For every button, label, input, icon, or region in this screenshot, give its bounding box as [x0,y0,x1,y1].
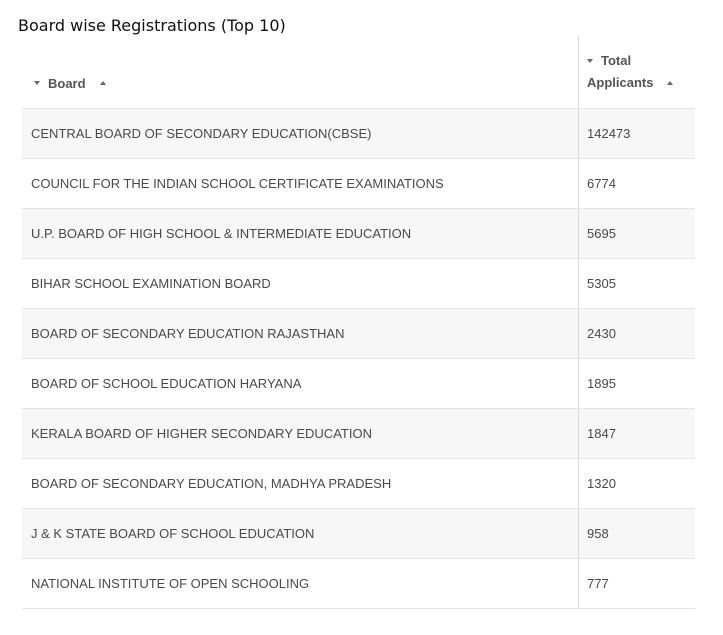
table-row [22,159,695,209]
board-cell: CENTRAL BOARD OF SECONDARY EDUCATION(CBSE) [31,126,372,141]
total-cell: 1847 [578,409,695,458]
total-cell: 777 [578,559,695,608]
table-row [22,409,695,459]
total-cell: 5305 [578,259,695,308]
total-applicants-column-header[interactable] [578,36,695,108]
board-cell: BOARD OF SECONDARY EDUCATION RAJASTHAN [31,326,345,341]
sort-descending-icon[interactable] [587,59,593,63]
board-cell: U.P. BOARD OF HIGH SCHOOL & INTERMEDIATE EDUCATION [31,226,412,241]
registrations-table [22,36,695,609]
total-cell: 1320 [578,459,695,508]
board-cell: BIHAR SCHOOL EXAMINATION BOARD [31,276,271,291]
board-cell: BOARD OF SECONDARY EDUCATION, MADHYA PRADESH [31,476,392,491]
total-cell: 6774 [578,159,695,208]
board-cell: BOARD OF SCHOOL EDUCATION HARYANA [31,376,302,391]
table-row [22,259,695,309]
board-column-header[interactable] [22,36,578,108]
board-cell: KERALA BOARD OF HIGHER SECONDARY EDUCATION [31,426,372,441]
table-row [22,459,695,509]
board-header-label: Board [48,75,86,91]
total-cell: 5695 [578,209,695,258]
board-cell: NATIONAL INSTITUTE OF OPEN SCHOOLING [31,576,310,591]
total-cell: 142473 [578,109,695,158]
total-header-label-line2: Applicants [587,75,654,90]
table-row [22,109,695,159]
total-header-label-line1: Total [601,53,632,68]
table-row [22,359,695,409]
table-row [22,509,695,559]
board-cell: COUNCIL FOR THE INDIAN SCHOOL CERTIFICATE EXAMINATIONS [31,176,444,191]
table-row [22,309,695,359]
total-cell: 2430 [578,309,695,358]
table-row [22,209,695,259]
page-title: Board wise Registrations (Top 10) [18,16,286,35]
sort-ascending-icon[interactable] [667,81,673,85]
sort-descending-icon[interactable] [34,81,40,85]
total-cell: 1895 [578,359,695,408]
table-header-row [22,36,695,109]
table-row [22,559,695,609]
total-cell: 958 [578,509,695,558]
sort-ascending-icon[interactable] [100,81,106,85]
board-cell: J & K STATE BOARD OF SCHOOL EDUCATION [31,526,315,541]
